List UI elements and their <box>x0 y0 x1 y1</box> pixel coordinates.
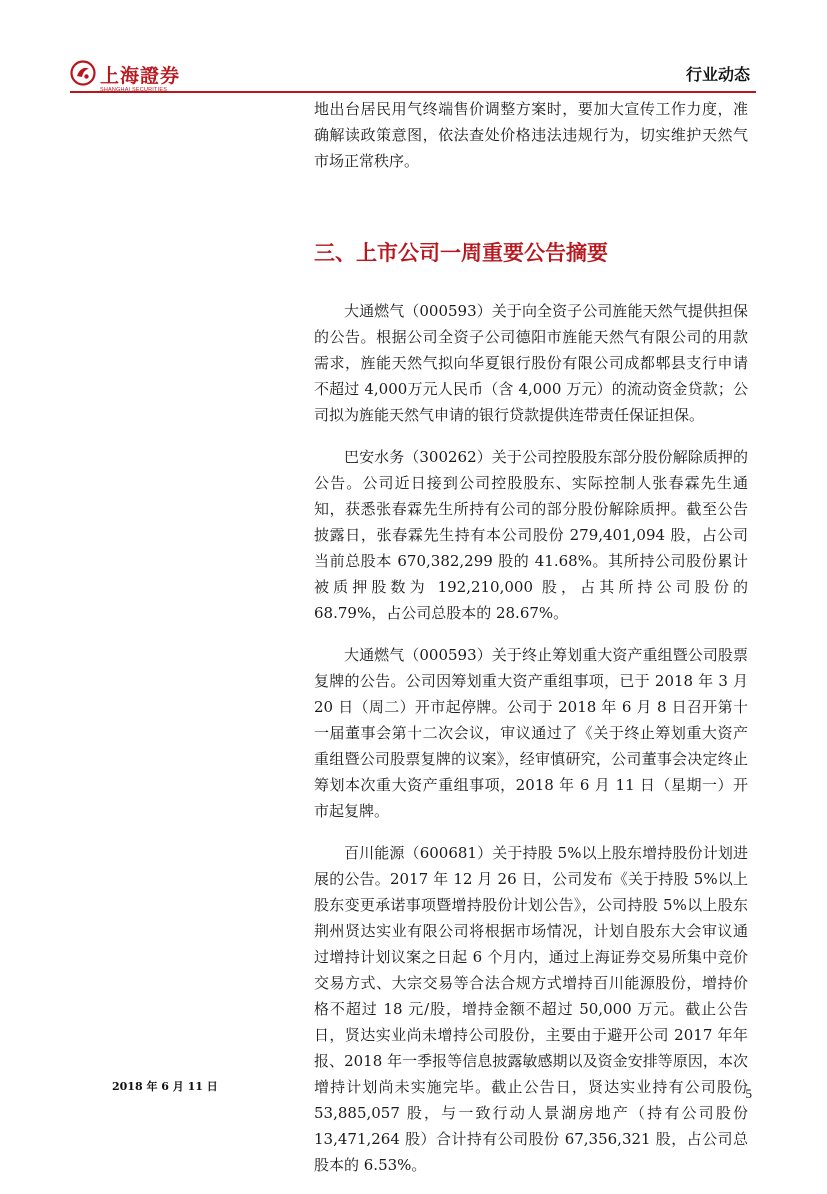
logo-emblem-icon <box>70 60 96 86</box>
announcement-paragraph: 大通燃气（000593）关于终止筹划重大资产重组暨公司股票复牌的公告。公司因筹划重大资产重组事项，已于 2018 年 3 月 20 日（周二）开市起停牌。公司于 2018 年 6 月 8 日召开第十一届董事会第十二次会议，审议通过了《关于终止筹划重大资产重组暨公司股票复牌的议案》，经审慎研究，公司董事会决定终止筹划本次重大资产重组事项，2018 年 6 月 11 日（星期一）开市起复牌。 <box>314 646 748 820</box>
company-logo <box>70 60 200 100</box>
main-content <box>314 96 748 1194</box>
header-section-label: 行业动态 <box>685 65 750 84</box>
logo-subtext: SHANGHAI SECURITIES <box>100 87 168 93</box>
page-number: 5 <box>745 1086 752 1101</box>
paragraph-continuation: 地出台居民用气终端售价调整方案时，要加大宣传工作力度，准确解读政策意图，依法查处价格违法违规行为，切实维护天然气市场正常秩序。 <box>314 100 748 170</box>
page-header <box>70 52 756 102</box>
page-footer <box>112 1076 752 1106</box>
announcement-paragraph: 大通燃气（000593）关于向全资子公司旌能天然气提供担保的公告。根据公司全资子公司德阳市旌能天然气有限公司的用款需求，旌能天然气拟向华夏银行股份有限公司成都郫县支行申请不超过 4,000万元人民币（含 4,000 万元）的流动资金贷款；公司拟为旌能天然气申请的银行贷款提供连带责任保证担保。 <box>314 302 748 424</box>
announcement-paragraph: 巴安水务（300262）关于公司控股股东部分股份解除质押的公告。公司近日接到公司控股股东、实际控制人张春霖先生通知，获悉张春霖先生所持有公司的部分股份解除质押。截至公告披露日，张春霖先生持有本公司股份 279,401,094 股，占公司当前总股本 670,382,299 股的 41.68%。其所持公司股份累计被质押股数为 192,210,000 股，占其所持公司股份的 68.79%，占公司总股本的 28.67%。 <box>314 448 748 622</box>
footer-date: 2018 年 6 月 11 日 <box>112 1080 218 1093</box>
announcement-paragraph: 百川能源（600681）关于持股 5%以上股东增持股份计划进展的公告。2017 年 12 月 26 日，公司发布《关于持股 5%以上股东变更承诺事项暨增持股份计划公告》，公司持股 5%以上股东荆州贤达实业有限公司将根据市场情况，计划自股东大会审议通过增持计划议案之日起 6 个月内，通过上海证券交易所集中竞价交易方式、大宗交易等合法合规方式增持百川能源股份，增持价格不超过 18 元/股，增持金额不超过 50,000 万元。截止公告日，贤达实业尚未增持公司股份，主要由于避开公司 2017 年年报、2018 年一季报等信息披露敏感期以及资金安排等原因，本次增持计划尚未实施完毕。截止公告日，贤达实业持有公司股份 53,885,057 股，与一致行动人景湖房地产（持有公司股份 13,471,264 股）合计持有公司股份 67,356,321 股，占公司总股本的 6.53%。 <box>314 844 748 1174</box>
section-title: 三、上市公司一周重要公告摘要 <box>314 241 608 265</box>
header-divider <box>70 91 756 93</box>
logo-text: 上海證券 <box>100 65 181 87</box>
